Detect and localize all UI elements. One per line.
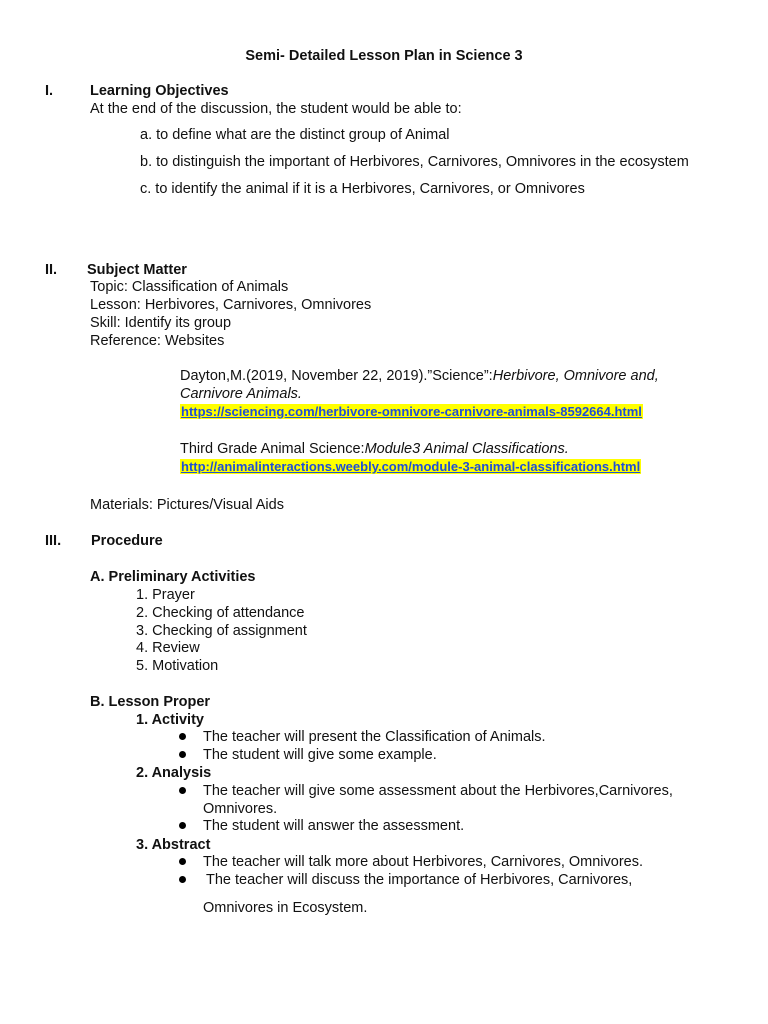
reference-1-link-row bbox=[180, 404, 643, 420]
analysis-heading: 2. Analysis bbox=[136, 765, 212, 781]
analysis-bullet-1-line-1: The teacher will give some assessment about the Herbivores,Carnivores, bbox=[203, 783, 673, 799]
section-3-number: III. bbox=[45, 533, 62, 549]
objective-a: a. to define what are the distinct group of Animal bbox=[140, 127, 450, 143]
lesson-proper-heading: B. Lesson Proper bbox=[90, 694, 211, 710]
bullet-icon bbox=[179, 876, 186, 883]
section-2-number: II. bbox=[45, 262, 58, 278]
activity-bullet-2: The student will give some example. bbox=[203, 747, 437, 763]
preliminary-item-1: 1. Prayer bbox=[136, 587, 195, 603]
objective-c: c. to identify the animal if it is a Herbivores, Carnivores, or Omnivores bbox=[140, 181, 585, 197]
bullet-icon bbox=[179, 858, 186, 865]
topic-line: Topic: Classification of Animals bbox=[90, 279, 289, 295]
preliminary-item-4: 4. Review bbox=[136, 640, 200, 656]
reference-2-author: Third Grade Animal Science: bbox=[180, 441, 365, 457]
reference-2-link[interactable]: http://animalinteractions.weebly.com/module-3-animal-classifications.html bbox=[181, 459, 641, 474]
page-title: Semi- Detailed Lesson Plan in Science 3 bbox=[245, 48, 523, 64]
reference-1-link[interactable]: https://sciencing.com/herbivore-omnivore-carnivore-animals-8592664.html bbox=[181, 404, 642, 419]
abstract-bullet-1: The teacher will talk more about Herbivores, Carnivores, Omnivores. bbox=[203, 854, 643, 870]
reference-1-author: Dayton,M.(2019, November 22, 2019).”Science”: bbox=[180, 368, 493, 384]
preliminary-activities-heading: A. Preliminary Activities bbox=[90, 569, 256, 585]
bullet-icon bbox=[179, 733, 186, 740]
reference-1-title: Herbivore, Omnivore and, bbox=[492, 368, 659, 384]
section-1-heading: Learning Objectives bbox=[90, 83, 229, 99]
preliminary-item-3: 3. Checking of assignment bbox=[136, 623, 307, 639]
materials-line: Materials: Pictures/Visual Aids bbox=[90, 497, 284, 513]
abstract-bullet-2-line-2: Omnivores in Ecosystem. bbox=[203, 900, 368, 916]
reference-line: Reference: Websites bbox=[90, 333, 225, 349]
preliminary-item-5: 5. Motivation bbox=[136, 658, 219, 674]
reference-2-link-row bbox=[180, 459, 641, 475]
analysis-bullet-2: The student will answer the assessment. bbox=[203, 818, 465, 834]
section-1-number: I. bbox=[45, 83, 54, 99]
bullet-icon bbox=[179, 822, 186, 829]
reference-1-title-cont: Carnivore Animals. bbox=[180, 386, 302, 402]
analysis-bullet-1-line-2: Omnivores. bbox=[203, 801, 278, 817]
lesson-line: Lesson: Herbivores, Carnivores, Omnivores bbox=[90, 297, 372, 313]
objectives-intro: At the end of the discussion, the student would be able to: bbox=[90, 101, 462, 117]
skill-line: Skill: Identify its group bbox=[90, 315, 232, 331]
reference-1-citation bbox=[180, 368, 659, 384]
reference-2-citation bbox=[180, 441, 569, 457]
preliminary-item-2: 2. Checking of attendance bbox=[136, 605, 305, 621]
abstract-heading: 3. Abstract bbox=[136, 837, 211, 853]
objective-b: b. to distinguish the important of Herbivores, Carnivores, Omnivores in the ecosystem bbox=[140, 154, 689, 170]
reference-2-title: Module3 Animal Classifications. bbox=[364, 441, 569, 457]
section-2-heading: Subject Matter bbox=[87, 262, 187, 278]
activity-heading: 1. Activity bbox=[136, 712, 204, 728]
bullet-icon bbox=[179, 751, 186, 758]
bullet-icon bbox=[179, 787, 186, 794]
activity-bullet-1: The teacher will present the Classification of Animals. bbox=[203, 729, 546, 745]
abstract-bullet-2-line-1: The teacher will discuss the importance of Herbivores, Carnivores, bbox=[206, 872, 633, 888]
section-3-heading: Procedure bbox=[91, 533, 163, 549]
